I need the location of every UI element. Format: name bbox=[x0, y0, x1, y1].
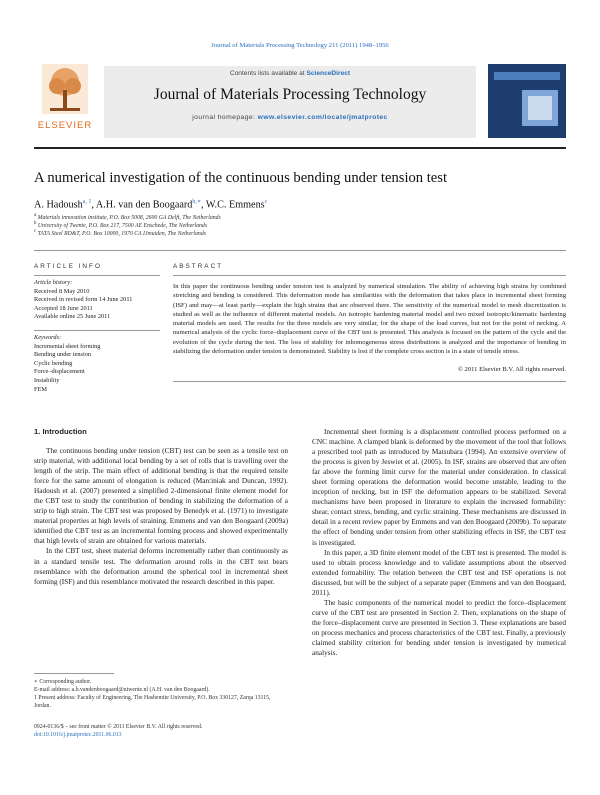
affiliation-mark: a bbox=[34, 213, 37, 218]
contents-line bbox=[104, 70, 476, 77]
abstract-end-rule bbox=[173, 381, 566, 382]
history-item: Received 8 May 2010 bbox=[34, 287, 90, 295]
publisher-name: ELSEVIER bbox=[37, 120, 93, 131]
header-divider bbox=[34, 250, 566, 251]
keyword-item: Instability bbox=[34, 376, 60, 384]
affiliation bbox=[34, 221, 566, 229]
contents-prefix: Contents lists available at bbox=[229, 70, 307, 77]
abstract-copyright: © 2011 Elsevier B.V. All rights reserved. bbox=[457, 366, 566, 373]
footnotes bbox=[34, 678, 284, 710]
elsevier-tree-icon bbox=[42, 64, 88, 114]
article-title: A numerical investigation of the continuous bending under tension test bbox=[34, 170, 448, 186]
history-item: Available online 25 June 2011 bbox=[34, 313, 111, 321]
author-list: A. Hadoush$^{a, 1}$, A.H. van den Boogaard$^{b,∗}$, W.C. Emmens$^c$ bbox=[34, 199, 268, 211]
keywords-rule bbox=[34, 330, 160, 331]
affiliation-mark: b bbox=[34, 221, 37, 226]
keyword-item: Cyclic bending bbox=[34, 359, 73, 367]
article-info-rule bbox=[34, 275, 160, 276]
footnote-present-address: 1 Present address: Faculty of Engineering, The Hashemite University, P.O. Box 330127, Zarqa 13115, Jordan. bbox=[34, 695, 271, 709]
homepage-line bbox=[104, 114, 476, 121]
keywords bbox=[34, 334, 164, 394]
journal-cover-image bbox=[488, 64, 566, 138]
masthead bbox=[34, 64, 566, 140]
affiliation-mark: c bbox=[34, 229, 37, 234]
article-info-heading: ARTICLE INFO bbox=[34, 263, 102, 270]
body-paragraph: In this paper, a 3D finite element model of the CBT test is presented. The model is used to obtain process knowledge and to validate assumptions about the observed extended formability. The relation between the CBT test and ISF operations is not discussed, but will be the subject of a separate paper (Emmens and van den Boogaard, 2011). bbox=[312, 547, 566, 597]
homepage-link[interactable]: www.elsevier.com/locate/jmatprotec bbox=[257, 114, 388, 121]
abstract-rule bbox=[173, 275, 566, 276]
body-paragraph: In the CBT test, sheet material deforms incrementally rather than continuously as in a standard tensile test. The deformation around rolls in the CBT test bears resemblance with the deformation around the spherical tool in incremental sheet forming (ISF) and this resemblance motivated the research described in this paper. bbox=[34, 546, 288, 586]
author-name: A.H. van den Boogaard bbox=[95, 199, 193, 211]
history-label: Article history: bbox=[34, 279, 73, 286]
author-name: A. Hadoush bbox=[34, 199, 83, 211]
author-affiliation-mark[interactable]: c bbox=[264, 199, 268, 205]
abstract-heading: ABSTRACT bbox=[173, 263, 224, 270]
affiliation-text: University of Twente, P.O. Box 217, 7500 AE Enschede, The Netherlands bbox=[37, 222, 208, 229]
affiliation bbox=[34, 229, 566, 237]
body-column-right bbox=[312, 427, 566, 658]
footnote-rule bbox=[34, 673, 114, 674]
author-name: W.C. Emmens bbox=[205, 199, 265, 211]
author-affiliation-mark[interactable]: b,∗ bbox=[192, 199, 201, 205]
keyword-item: FEM bbox=[34, 385, 47, 393]
abstract-text: In this paper the continuous bending under tension test is analyzed by numerical simulation. The ability of achieving high strains by combined stretching and bending is considered. This deformation mode has similarities with the deformation that takes place in incremental sheet forming (ISF) and may—at least partly—explain the high strains that are observed there. The sensitivity of the numerical model to mesh discretization is studied as well as the influence of different material models. An isotropic hardening material model and two mixed isotropic/kinematic hardening material models are used. The results for the three models are very similar, for the shape of the load curves, but not for the point of necking. A numerical analysis of the cyclic force–displacement curve of the CBT test is presented. This analysis is focused on the pattern of the cycle and the evolution of the cycle during the test. The loss of stability for inhomogeneous stress distributions is analyzed and the importance of bending in stabilizing the deformation under tension is demonstrated. Stability is lost if the complete cross section is in a state of tensile stress. bbox=[173, 283, 566, 356]
front-matter-info bbox=[34, 723, 334, 739]
body-paragraph: The continuous bending under tension (CBT) test can be seen as a tensile test on strip material, with additional local bending by a set of rolls that is travelling over the length of the strip. The main effect of additional bending is that the required tensile force for the same amount of elongation is reduced (Marciniak and Duncan, 1992). Hadoush et al. (2007) presented a simplified 2-dimensional finite element model for the CBT test to study the contribution of bending in stabilizing the deformation of a strip to high strain. The CBT test was proposed by Benedyk et al. (1971) to investigate material properties at high levels of straining. Emmens and van den Boogaard (2009a) identified the CBT test as an incremental forming process and showed experimentally that high levels of strain are obtained for various materials. bbox=[34, 446, 288, 546]
homepage-prefix: journal homepage: bbox=[192, 114, 258, 121]
doi-link[interactable]: doi:10.1016/j.jmatprotec.2011.06.013 bbox=[34, 732, 122, 738]
affiliation-text: Materials innovation institute, P.O. Box 5008, 2600 GA Delft, The Netherlands bbox=[37, 214, 221, 221]
history-item: Received in revised form 14 June 2011 bbox=[34, 296, 133, 304]
author-affiliation-mark[interactable]: a, 1 bbox=[82, 199, 92, 205]
masthead-rule bbox=[34, 147, 566, 149]
affiliation-text: TATA Steel RD&T, P.O. Box 10000, 1970 CA IJmuiden, The Netherlands bbox=[37, 230, 206, 237]
body-paragraph: The basic components of the numerical model to predict the force–displacement curve of the CBT test are presented in Section 2. Then, explanations on the shape of the force–displacement curve are presented in Section 3. These explanations are based on process mechanics and process characteristics of the CBT test. Finally, a previously claimed stability criterion for bending under tension is investigated by numerical analysis. bbox=[312, 597, 566, 658]
elsevier-logo[interactable] bbox=[34, 64, 96, 138]
affiliation bbox=[34, 213, 566, 221]
keyword-item: Incremental sheet forming bbox=[34, 342, 101, 350]
journal-title-box bbox=[104, 66, 476, 138]
body-paragraph: Incremental sheet forming is a displacement controlled process performed on a CNC machine. A clamped blank is deformed by the movement of the tool that follows a prescribed tool path as introduced by Matsubara (1994). An extensive overview of the process is given by Jeswiet et al. (2005). In ISF, strains are observed that are often far above the forming limit curve for the material under consideration. In classical sheet forming operations the deformation would become unstable, leading to the inception of necking, but in ISF the deformation appears to be stabilized. Several mechanisms have been proposed in literature to explain the increased formability: shear, contact stress, bending, and cyclic straining. These mechanisms are discussed in detail in a recent review paper by Emmens and van den Boogaard (2009b). To separate the effect of bending under tension from other stabilizing effects in ISF, the CBT test is investigated. bbox=[312, 427, 566, 547]
cover-picture-inner bbox=[528, 96, 552, 120]
cover-band bbox=[494, 72, 560, 80]
footnote-corresponding: ∗ Corresponding author. bbox=[34, 679, 92, 685]
article-history bbox=[34, 279, 164, 322]
footnote-email[interactable]: E-mail address: a.h.vandenboogaard@utwente.nl (A.H. van den Boogaard). bbox=[34, 687, 210, 693]
keyword-item: Force–displacement bbox=[34, 368, 85, 376]
section-heading-introduction: 1. Introduction bbox=[34, 427, 87, 436]
history-item: Accepted 18 June 2011 bbox=[34, 304, 93, 312]
issn-line: 0924-0136/$ – see front matter © 2011 Elsevier B.V. All rights reserved. bbox=[34, 724, 203, 730]
keywords-label: Keywords: bbox=[34, 334, 62, 341]
journal-name: Journal of Materials Processing Technology bbox=[153, 86, 427, 103]
keyword-item: Bending under tension bbox=[34, 351, 92, 359]
sciencedirect-link[interactable]: ScienceDirect bbox=[306, 70, 351, 77]
running-head[interactable]: Journal of Materials Processing Technology 211 (2011) 1948–1956 bbox=[211, 42, 389, 49]
body-column-left bbox=[34, 446, 288, 587]
